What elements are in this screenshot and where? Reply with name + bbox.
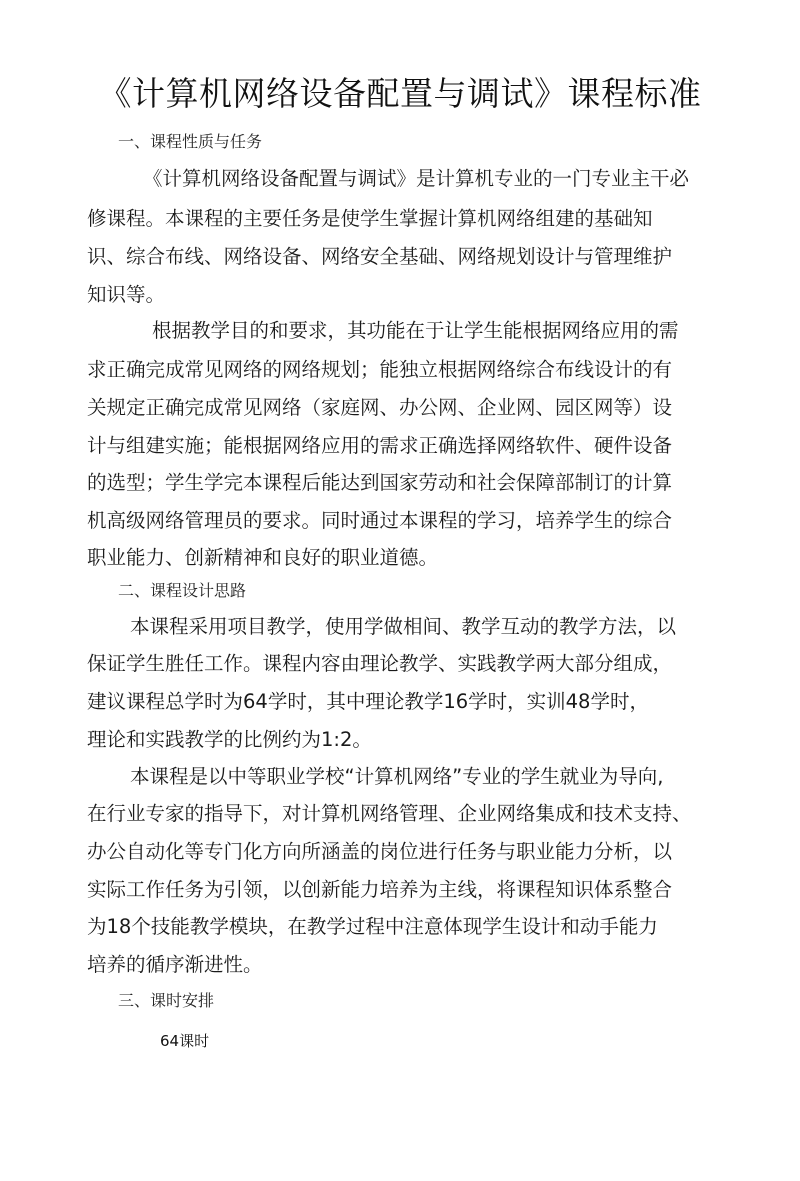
paragraph-line: 求正确完成常见网络的网络规划；能独立根据网络综合布线设计的有 [87,358,673,381]
paragraph-line: 实际工作任务为引领，以创新能力培养为主线，将课程知识体系整合 [87,878,673,901]
paragraph-line: 建议课程总学时为64学时，其中理论教学16学时，实训48学时， [87,690,649,713]
paragraph-line: 为18个技能教学模块，在教学过程中注意体现学生设计和动手能力 [87,915,658,938]
paragraph-line: 《计算机网络设备配置与调试》是计算机专业的一门专业主干必 [143,167,690,190]
paragraph-line: 办公自动化等专门化方向所涵盖的岗位进行任务与职业能力分析，以 [87,840,673,863]
paragraph-line: 的选型；学生学完本课程后能达到国家劳动和社会保障部制订的计算 [87,471,673,494]
paragraph-line: 保证学生胜任工作。课程内容由理论教学、实践教学两大部分组成， [87,652,673,675]
paragraph-line: 理论和实践教学的比例约为1:2。 [87,728,372,751]
paragraph-line: 根据教学目的和要求，其功能在于让学生能根据网络应用的需 [152,319,679,342]
paragraph-line: 知识等。 [87,283,166,306]
course-hours: 64课时 [160,1032,210,1050]
paragraph-line: 职业能力、创新精神和良好的职业道德。 [87,546,439,569]
section-heading-2: 二、课程设计思路 [118,581,247,600]
section-heading-3: 三、课时安排 [118,991,215,1010]
paragraph-line: 本课程是以中等职业学校“计算机网络”专业的学生就业为导向, [130,765,664,788]
section-heading-1: 一、课程性质与任务 [118,132,263,151]
paragraph-line: 识、综合布线、网络设备、网络安全基础、网络规划设计与管理维护 [87,245,673,268]
paragraph-line: 机高级网络管理员的要求。同时通过本课程的学习，培养学生的综合 [87,509,673,532]
paragraph-line: 关规定正确完成常见网络（家庭网、办公网、企业网、园区网等）设 [87,396,673,419]
paragraph-line: 修课程。本课程的主要任务是使学生掌握计算机网络组建的基础知 [87,207,653,230]
document-title: 《计算机网络设备配置与调试》课程标准 [98,74,702,113]
paragraph-line: 计与组建实施；能根据网络应用的需求正确选择网络软件、硬件设备 [87,434,673,457]
paragraph-line: 在行业专家的指导下，对计算机网络管理、企业网络集成和技术支持、 [87,802,692,825]
paragraph-line: 本课程采用项目教学，使用学做相间、教学互动的教学方法，以 [130,615,677,638]
paragraph-line: 培养的循序渐进性。 [87,953,263,976]
